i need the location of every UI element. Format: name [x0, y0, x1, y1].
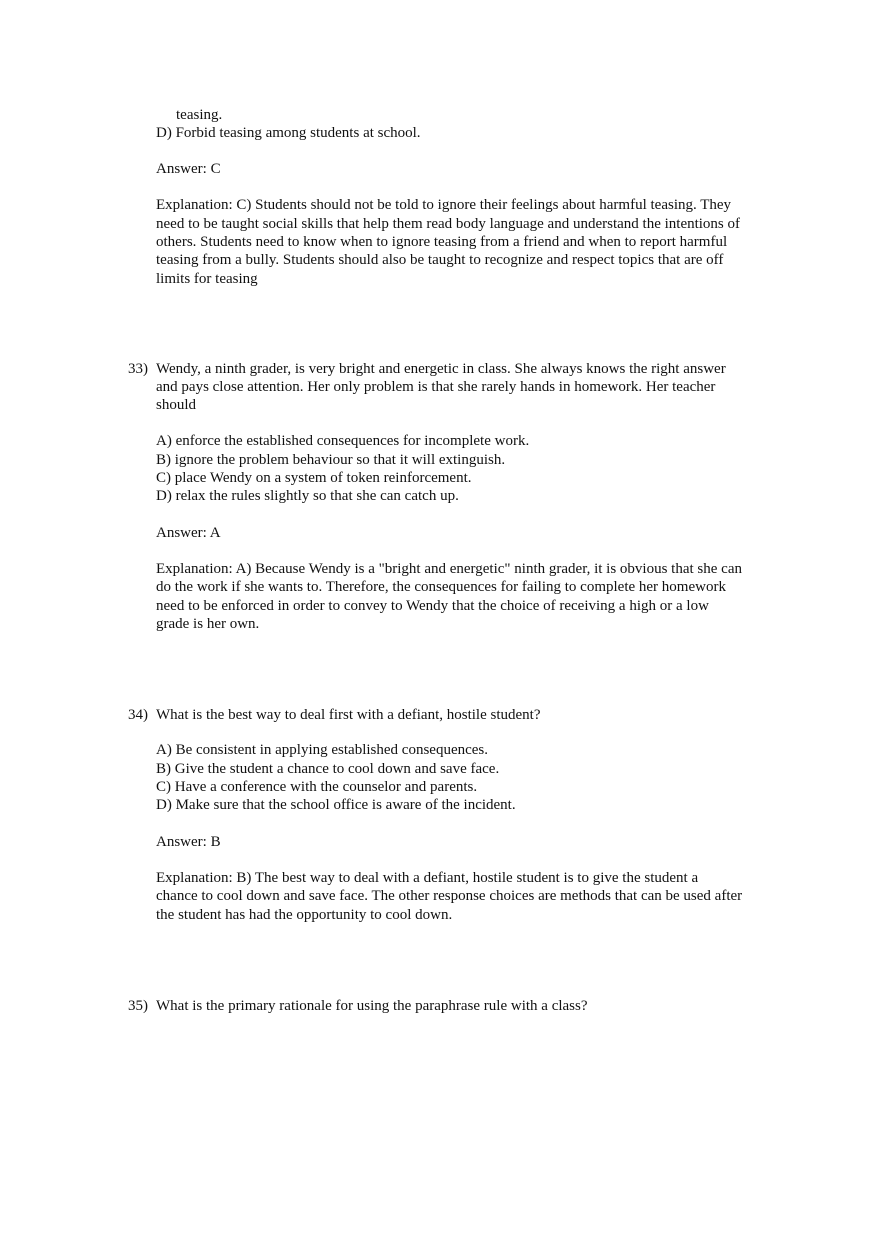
option-b: B) Give the student a chance to cool down and save face. — [156, 761, 500, 777]
answer: Answer: B — [156, 834, 221, 850]
option-b: B) ignore the problem behaviour so that it will extinguish. — [156, 452, 506, 468]
question-number: 34) — [128, 707, 148, 723]
question-number: 35) — [128, 998, 148, 1014]
explanation-line: chance to cool down and save face. The other response choices are methods that can be used after — [156, 888, 743, 904]
question-stem-line: should — [156, 397, 197, 413]
question-stem-line: What is the best way to deal first with a defiant, hostile student? — [156, 707, 541, 723]
answer: Answer: C — [156, 161, 221, 177]
explanation-line: Explanation: C) Students should not be told to ignore their feelings about harmful teasing. They — [156, 197, 732, 213]
explanation-line: teasing from a bully. Students should also be taught to recognize and respect topics that are off — [156, 252, 724, 268]
explanation-line: Explanation: A) Because Wendy is a "bright and energetic" ninth grader, it is obvious that she can — [156, 561, 742, 577]
option-c: C) Have a conference with the counselor and parents. — [156, 779, 478, 795]
option-a: A) Be consistent in applying established consequences. — [156, 742, 489, 758]
explanation-line: do the work if she wants to. Therefore, the consequences for failing to complete her homework — [156, 579, 726, 595]
explanation-line: need to be taught social skills that help them read body language and understand the intentions of — [156, 216, 741, 232]
option-c: C) place Wendy on a system of token reinforcement. — [156, 470, 472, 486]
explanation-line: the student has had the opportunity to cool down. — [156, 907, 453, 923]
explanation-line: grade is her own. — [156, 616, 260, 632]
question-stem-line: What is the primary rationale for using the paraphrase rule with a class? — [156, 998, 588, 1014]
option-d: D) Make sure that the school office is aware of the incident. — [156, 797, 516, 813]
question-number: 33) — [128, 361, 148, 377]
option-d: D) Forbid teasing among students at school. — [156, 125, 421, 141]
option-a: A) enforce the established consequences for incomplete work. — [156, 433, 530, 449]
question-stem-line: Wendy, a ninth grader, is very bright and energetic in class. She always knows the right answer — [156, 361, 726, 377]
option-c-continuation: teasing. — [176, 107, 223, 123]
answer: Answer: A — [156, 525, 221, 541]
explanation-line: others. Students need to know when to ignore teasing from a friend and when to report harmful — [156, 234, 728, 250]
explanation-line: need to be enforced in order to convey to Wendy that the choice of receiving a high or a low — [156, 598, 709, 614]
explanation-line: limits for teasing — [156, 271, 258, 287]
explanation-line: Explanation: B) The best way to deal with a defiant, hostile student is to give the student a — [156, 870, 699, 886]
question-stem-line: and pays close attention. Her only problem is that she rarely hands in homework. Her teacher — [156, 379, 716, 395]
option-d: D) relax the rules slightly so that she can catch up. — [156, 488, 459, 504]
